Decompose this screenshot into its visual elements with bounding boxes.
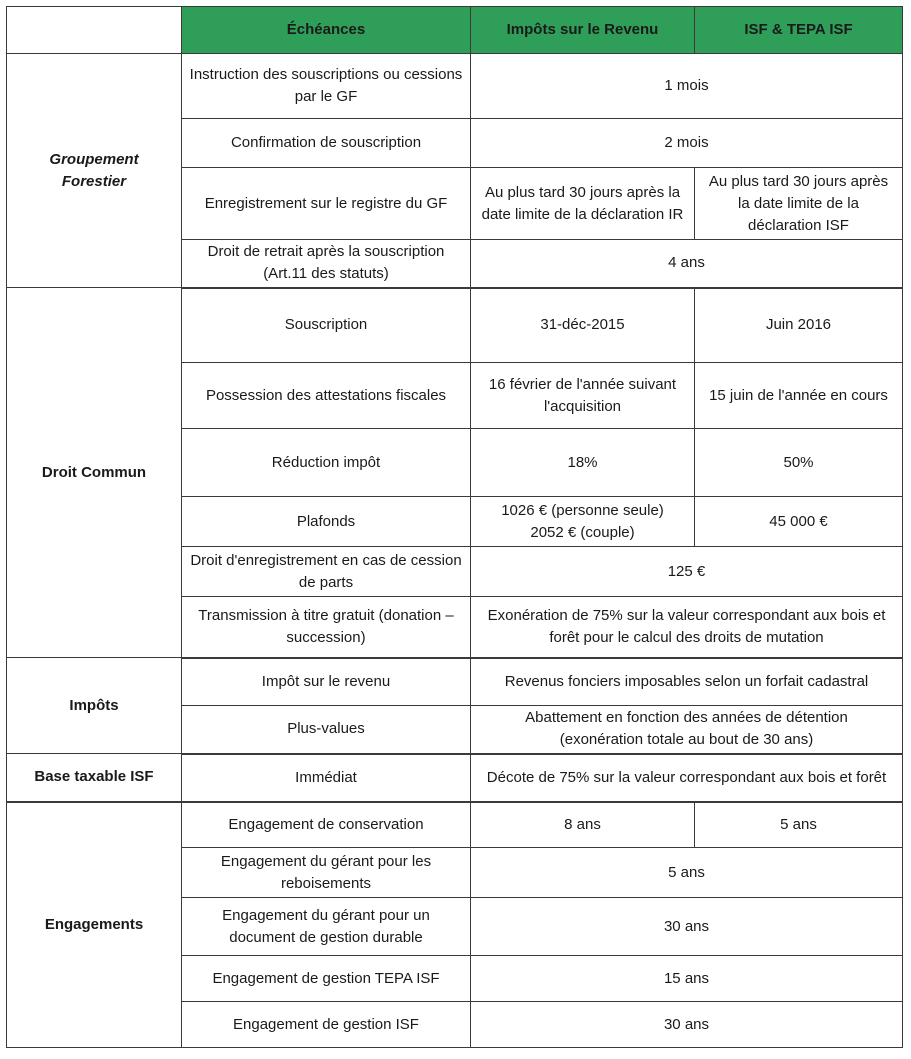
row-label: Droit d'enregistrement en cas de cession de parts [182, 547, 471, 597]
row-label: Possession des attestations fiscales [182, 363, 471, 429]
row-value: 30 ans [471, 898, 903, 956]
header-blank-cell [7, 7, 182, 54]
row-value-isf: 15 juin de l'année en cours [695, 363, 903, 429]
row-value: 1 mois [471, 54, 903, 119]
row-value: Exonération de 75% sur la valeur correspondant aux bois et forêt pour le calcul des droits de mutation [471, 597, 903, 658]
row-value-ir: 16 février de l'année suivant l'acquisition [471, 363, 695, 429]
header-isf-tepa: ISF & TEPA ISF [695, 7, 903, 54]
row-value: Revenus fonciers imposables selon un forfait cadastral [471, 658, 903, 706]
row-label: Confirmation de souscription [182, 119, 471, 168]
row-value: 4 ans [471, 240, 903, 288]
table-row [7, 288, 903, 363]
row-value: 30 ans [471, 1002, 903, 1048]
row-label: Immédiat [182, 754, 471, 802]
row-value-isf: 5 ans [695, 802, 903, 848]
row-value: Abattement en fonction des années de détention (exonération totale au bout de 30 ans) [471, 706, 903, 754]
table-row [7, 802, 903, 848]
row-value-isf: Au plus tard 30 jours après la date limite de la déclaration ISF [695, 168, 903, 240]
row-label: Souscription [182, 288, 471, 363]
group-impots: Impôts [7, 658, 182, 754]
table-row [7, 54, 903, 119]
row-label: Plus-values [182, 706, 471, 754]
row-value: 2 mois [471, 119, 903, 168]
row-value-isf: Juin 2016 [695, 288, 903, 363]
header-echeances: Échéances [182, 7, 471, 54]
fiscal-deadlines-table [6, 6, 903, 1048]
row-label: Réduction impôt [182, 429, 471, 497]
row-label: Engagement de gestion ISF [182, 1002, 471, 1048]
plafond-single: 1026 € (personne seule) [501, 501, 664, 519]
row-label: Enregistrement sur le registre du GF [182, 168, 471, 240]
row-label: Engagement de gestion TEPA ISF [182, 956, 471, 1002]
row-value-ir: Au plus tard 30 jours après la date limite de la déclaration IR [471, 168, 695, 240]
row-value-ir [471, 497, 695, 547]
plafond-couple: 2052 € (couple) [530, 523, 635, 541]
header-row [7, 7, 903, 54]
row-label: Droit de retrait après la souscription (Art.11 des statuts) [182, 240, 471, 288]
row-value-ir: 18% [471, 429, 695, 497]
row-value: 5 ans [471, 848, 903, 898]
row-value-isf: 45 000 € [695, 497, 903, 547]
row-label: Engagement du gérant pour un document de gestion durable [182, 898, 471, 956]
row-value: 125 € [471, 547, 903, 597]
header-impots-revenu: Impôts sur le Revenu [471, 7, 695, 54]
table-row [7, 658, 903, 706]
row-value-ir: 8 ans [471, 802, 695, 848]
row-value-isf: 50% [695, 429, 903, 497]
row-value: 15 ans [471, 956, 903, 1002]
row-label: Plafonds [182, 497, 471, 547]
group-base-taxable-isf: Base taxable ISF [7, 754, 182, 802]
row-value: Décote de 75% sur la valeur correspondant aux bois et forêt [471, 754, 903, 802]
row-label: Engagement de conservation [182, 802, 471, 848]
group-droit-commun: Droit Commun [7, 288, 182, 658]
row-value-ir: 31-déc-2015 [471, 288, 695, 363]
row-label: Transmission à titre gratuit (donation – succession) [182, 597, 471, 658]
row-label: Engagement du gérant pour les reboisements [182, 848, 471, 898]
row-label: Impôt sur le revenu [182, 658, 471, 706]
table-row [7, 754, 903, 802]
group-engagements: Engagements [7, 802, 182, 1048]
group-groupement-forestier: Groupement Forestier [7, 54, 182, 288]
row-label: Instruction des souscriptions ou cessions par le GF [182, 54, 471, 119]
